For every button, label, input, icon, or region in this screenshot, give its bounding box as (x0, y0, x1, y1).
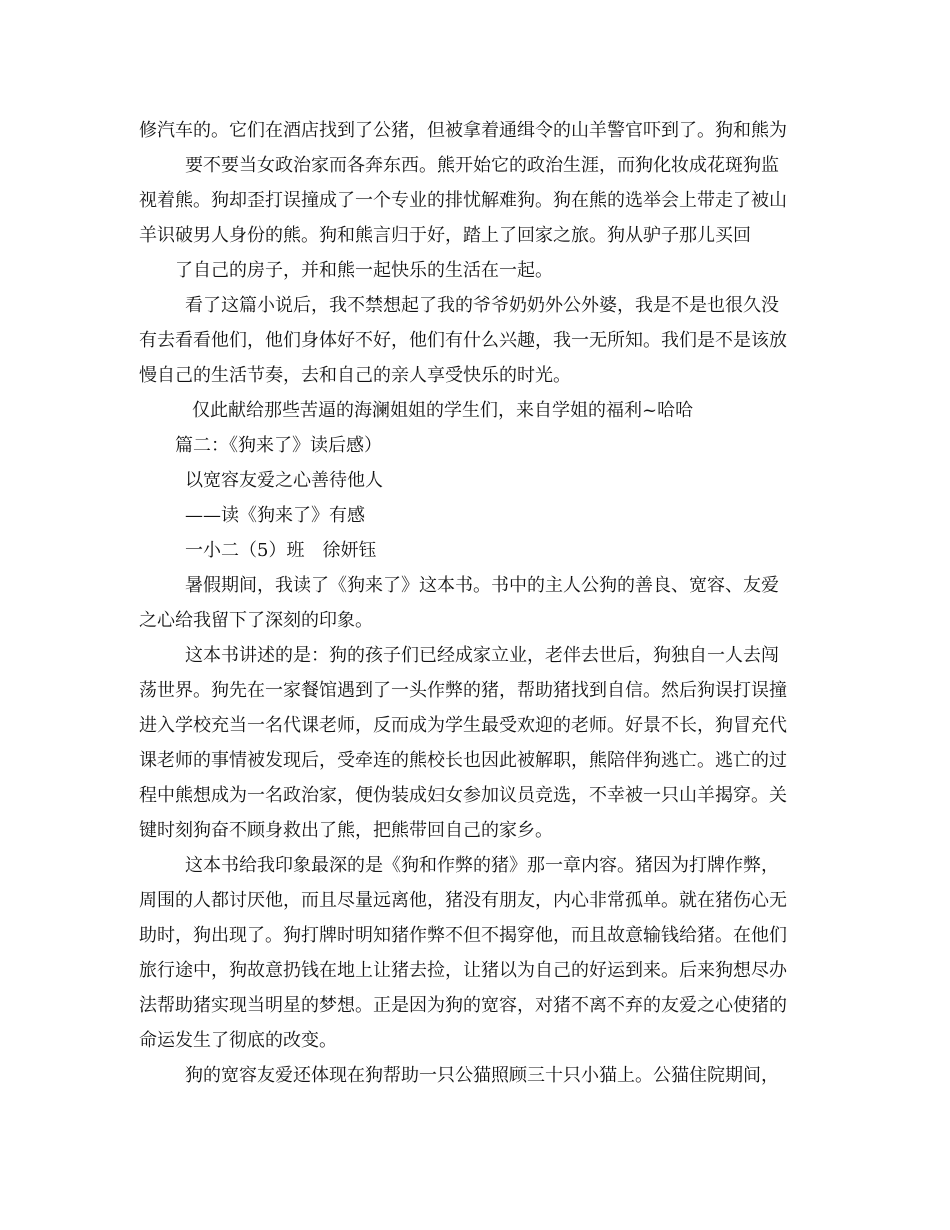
text-line: 修汽车的。它们在酒店找到了公猪，但被拿着通缉令的山羊警官吓到了。狗和熊为 (139, 120, 787, 141)
text-line: 荡世界。狗先在一家餐馆遇到了一头作弊的猪，帮助猪找到自信。然后狗误打误撞 (139, 680, 787, 701)
text-line: 要不要当女政治家而各奔东西。熊开始它的政治生涯，而狗化妆成花斑狗监 (185, 155, 779, 176)
text-line: 课老师的事情被发现后，受牵连的熊校长也因此被解职，熊陪伴狗逃亡。逃亡的过 (139, 750, 787, 771)
text-line: 命运发生了彻底的改变。 (139, 1030, 337, 1051)
text-line: 了自己的房子，并和熊一起快乐的生活在一起。 (175, 260, 553, 281)
text-line: 仅此献给那些苦逼的海澜姐姐的学生们，来自学姐的福利~哈哈 (192, 400, 694, 421)
essay-title: 以宽容友爱之心善待他人 (185, 470, 383, 491)
text-line: 旅行途中，狗故意扔钱在地上让猪去捡，让猪以为自己的好运到来。后来狗想尽办 (139, 960, 787, 981)
author-line: 一小二（5）班 徐妍钰 (185, 540, 377, 561)
text-line: 这本书讲述的是：狗的孩子们已经成家立业，老伴去世后，狗独自一人去闯 (185, 645, 779, 666)
text-line: 程中熊想成为一名政治家，便伪装成妇女参加议员竞选，不幸被一只山羊揭穿。关 (139, 785, 787, 806)
text-line: 进入学校充当一名代课老师，反而成为学生最受欢迎的老师。好景不长，狗冒充代 (139, 715, 787, 736)
essay-subtitle: ——读《狗来了》有感 (185, 505, 365, 526)
text-line: 之心给我留下了深刻的印象。 (139, 610, 373, 631)
text-line: 狗的宽容友爱还体现在狗帮助一只公猫照顾三十只小猫上。公猫住院期间， (185, 1065, 779, 1086)
text-line: 键时刻狗奋不顾身救出了熊，把熊带回自己的家乡。 (139, 820, 553, 841)
section-heading: 篇二：《狗来了》读后感） (175, 435, 382, 456)
text-line: 法帮助猪实现当明星的梦想。正是因为狗的宽容，对猪不离不弃的友爱之心使猪的 (139, 995, 787, 1016)
text-line: 视着熊。狗却歪打误撞成了一个专业的排忧解难狗。狗在熊的选举会上带走了被山 (139, 190, 787, 211)
text-line: 周围的人都讨厌他，而且尽量远离他，猪没有朋友，内心非常孤单。就在猪伤心无 (139, 890, 787, 911)
text-line: 暑假期间，我读了《狗来了》这本书。书中的主人公狗的善良、宽容、友爱 (185, 575, 779, 596)
text-line: 有去看看他们，他们身体好不好，他们有什么兴趣，我一无所知。我们是不是该放 (139, 330, 787, 351)
text-line: 这本书给我印象最深的是《狗和作弊的猪》那一章内容。猪因为打牌作弊， (185, 855, 779, 876)
text-line: 羊识破男人身份的熊。狗和熊言归于好，踏上了回家之旅。狗从驴子那儿买回 (139, 225, 751, 246)
text-line: 看了这篇小说后，我不禁想起了我的爷爷奶奶外公外婆，我是不是也很久没 (185, 295, 779, 316)
text-line: 助时，狗出现了。狗打牌时明知猪作弊不但不揭穿他，而且故意输钱给猪。在他们 (139, 925, 787, 946)
text-line: 慢自己的生活节奏，去和自己的亲人享受快乐的时光。 (139, 365, 571, 386)
